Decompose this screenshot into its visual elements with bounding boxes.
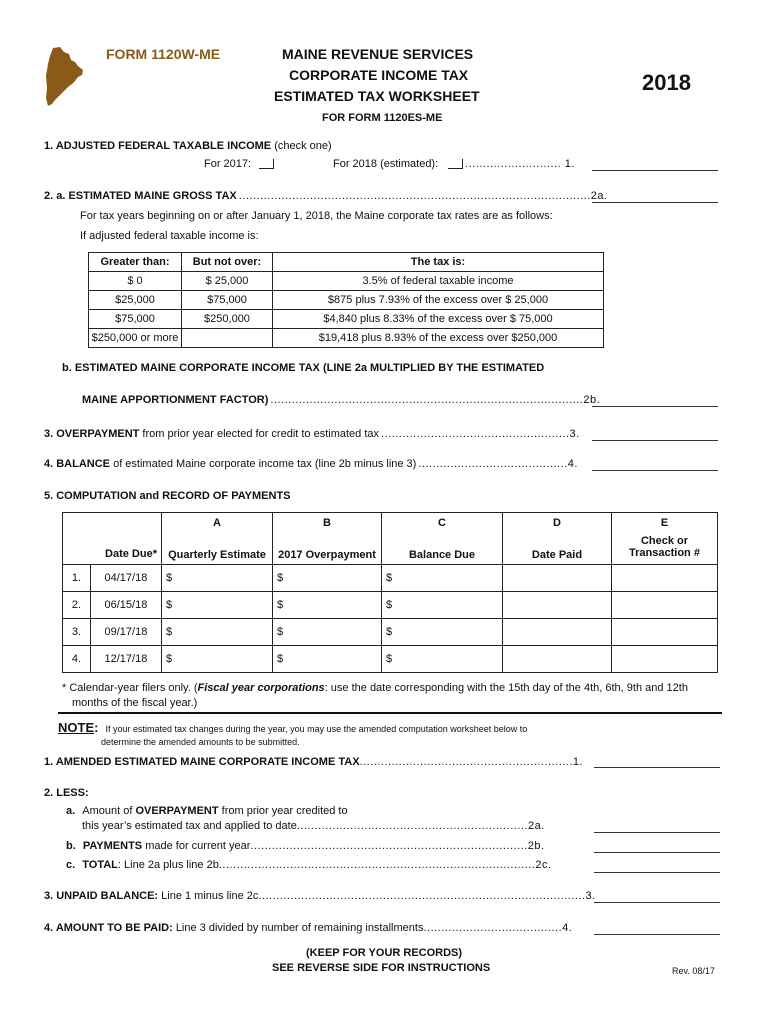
footnote-emph: Fiscal year corporations [197, 682, 325, 694]
line3-text: from prior year elected for credit to estimated tax [142, 428, 380, 440]
payments-header-row [63, 513, 718, 565]
overpayment-field[interactable] [273, 592, 382, 619]
rate-cell [182, 329, 273, 348]
payment-row-num: 4. [63, 646, 91, 673]
rate-cell: 3.5% of federal taxable income [273, 272, 604, 291]
amended-line4-field[interactable] [594, 934, 720, 935]
footer-see-reverse: SEE REVERSE SIDE FOR INSTRUCTIONS [272, 962, 491, 974]
for-2018-option[interactable] [333, 158, 575, 170]
balance-due-field[interactable] [382, 592, 503, 619]
amended-2a-text2: from prior year credited to [221, 805, 348, 817]
rate-cell: $4,840 plus 8.33% of the excess over $ 75,000 [273, 310, 604, 329]
rate-header-notover: But not over: [182, 253, 273, 272]
col-d-header [503, 513, 612, 565]
col-d-label: Date Paid [531, 549, 583, 561]
amended-2b-bold: PAYMENTS [82, 840, 143, 852]
overpayment-field[interactable] [273, 619, 382, 646]
dollar-sign: $ [166, 653, 173, 665]
line4-leader: ..........................................4. [418, 458, 578, 470]
date-paid-field[interactable] [503, 646, 612, 673]
footnote-line2: months of the fiscal year.) [72, 697, 198, 709]
payment-date-due: 09/17/18 [90, 619, 161, 646]
amended-3-leader: ............................................................................................3. [258, 890, 596, 902]
amended-2a-line2: this year’s estimated tax and applied to date [82, 820, 297, 832]
tax-rate-table [88, 252, 604, 348]
line2a-if-text: If adjusted federal taxable income is: [80, 230, 259, 242]
col-b-label: 2017 Overpayment [278, 549, 376, 561]
payment-row-num: 1. [63, 565, 91, 592]
rate-cell: $250,000 [182, 310, 273, 329]
rate-header-greater: Greater than: [89, 253, 182, 272]
line1-label [44, 140, 332, 152]
payment-row [63, 646, 718, 673]
rate-row [89, 310, 604, 329]
amended-line2-label: 2. LESS: [44, 787, 89, 799]
line3-row [44, 428, 580, 440]
line2a-label: 2. a. ESTIMATED MAINE GROSS TAX [44, 190, 237, 202]
section-divider [58, 712, 722, 714]
payment-row [63, 565, 718, 592]
line3-label: 3. OVERPAYMENT [44, 428, 140, 440]
payment-row [63, 592, 718, 619]
check-number-field[interactable] [612, 619, 718, 646]
line5-label: 5. COMPUTATION and RECORD OF PAYMENTS [44, 490, 291, 502]
line2b-amount-field[interactable] [592, 406, 718, 407]
date-due-header [63, 513, 162, 565]
line1-note: (check one) [274, 140, 332, 152]
dollar-sign: $ [386, 572, 393, 584]
note-label: NOTE [58, 720, 95, 735]
line2a-leader: ...................................................................................................2a. [238, 190, 608, 202]
footer-revision: Rev. 08/17 [672, 966, 715, 976]
rate-cell: $875 plus 7.93% of the excess over $ 25,000 [273, 291, 604, 310]
form-subtitle: FOR FORM 1120ES-ME [322, 112, 443, 124]
note-text1: If your estimated tax changes during the year, you may use the amended computation worksheet below to [105, 724, 528, 734]
rate-cell: $75,000 [182, 291, 273, 310]
note-text2: determine the amended amounts to be submitted. [101, 737, 300, 747]
amended-2c-leader: .........................................................................................2c. [218, 859, 552, 871]
quarterly-estimate-field[interactable] [162, 646, 273, 673]
rate-header-tax: The tax is: [273, 253, 604, 272]
title-line1: CORPORATE INCOME TAX [289, 67, 469, 83]
col-e-label1: Check or [640, 535, 689, 547]
check-number-field[interactable] [612, 565, 718, 592]
dollar-sign: $ [386, 626, 393, 638]
col-b-header [273, 513, 382, 565]
line1-label-text: 1. ADJUSTED FEDERAL TAXABLE INCOME [44, 140, 272, 152]
amended-2a-text1: Amount of [82, 805, 133, 817]
date-paid-field[interactable] [503, 592, 612, 619]
date-paid-field[interactable] [503, 619, 612, 646]
footnote-prefix: * Calendar-year filers only. ( [62, 682, 198, 694]
rate-row [89, 291, 604, 310]
footnote-line1 [62, 682, 688, 694]
check-number-field[interactable] [612, 592, 718, 619]
amended-2b-prefix: b. [66, 840, 76, 852]
maine-state-logo [44, 46, 86, 108]
col-a-letter: A [213, 517, 221, 529]
quarterly-estimate-field[interactable] [162, 592, 273, 619]
footer-keep: (KEEP FOR YOUR RECORDS) [306, 947, 463, 959]
payment-date-due: 12/17/18 [90, 646, 161, 673]
amended-line2a [66, 805, 348, 817]
dollar-sign: $ [166, 572, 173, 584]
line1-leader: ........................... 1. [465, 158, 575, 170]
line3-leader: .....................................................3. [381, 428, 580, 440]
dollar-sign: $ [277, 653, 284, 665]
amended-line1 [44, 756, 583, 768]
footnote-rest: : use the date corresponding with the 15th day of the 4th, 6th, 9th and 12th [324, 682, 688, 694]
dollar-sign: $ [277, 572, 284, 584]
balance-due-field[interactable] [382, 646, 503, 673]
col-e-label2: Transaction # [629, 547, 700, 559]
quarterly-estimate-field[interactable] [162, 619, 273, 646]
dollar-sign: $ [277, 599, 284, 611]
amended-line2b [66, 840, 545, 852]
amended-2b-leader: ..............................................................................2b. [250, 840, 545, 852]
title-line2: ESTIMATED TAX WORKSHEET [274, 88, 480, 104]
for-2018-label: For 2018 (estimated): [333, 158, 439, 170]
line4-row [44, 458, 578, 470]
date-due-label: Date Due* [105, 548, 157, 560]
amended-line2c [66, 859, 552, 871]
amended-line4 [44, 922, 572, 934]
col-e-letter: E [660, 517, 669, 529]
rate-cell: $75,000 [89, 310, 182, 329]
balance-due-field[interactable] [382, 619, 503, 646]
check-number-field[interactable] [612, 646, 718, 673]
rate-cell: $ 25,000 [182, 272, 273, 291]
dollar-sign: $ [386, 653, 393, 665]
amended-line2c-field[interactable] [594, 872, 720, 873]
amended-line1-leader: ............................................................1. [359, 756, 584, 768]
amended-3-bold: 3. UNPAID BALANCE: [44, 890, 159, 902]
form-id: FORM 1120W-ME [106, 46, 221, 62]
amended-4-bold: 4. AMOUNT TO BE PAID: [44, 922, 173, 934]
amended-line2b-field[interactable] [594, 852, 720, 853]
amended-2c-prefix: c. [66, 859, 76, 871]
col-c-letter: C [438, 517, 446, 529]
payment-date-due: 04/17/18 [90, 565, 161, 592]
amended-line1-field[interactable] [594, 767, 720, 768]
dollar-sign: $ [386, 599, 393, 611]
quarterly-estimate-field[interactable] [162, 565, 273, 592]
overpayment-field[interactable] [273, 646, 382, 673]
col-e-header [612, 513, 718, 565]
col-a-label: Quarterly Estimate [168, 549, 266, 561]
line2a-rates-text: For tax years beginning on or after January 1, 2018, the Maine corporate tax rates are as follows: [80, 210, 553, 222]
rate-row [89, 272, 604, 291]
amended-2a-bold: OVERPAYMENT [135, 805, 219, 817]
note-block: NOTE: If your estimated tax changes during the year, you may use the amended computation worksheet below to [58, 720, 528, 735]
agency-name: MAINE REVENUE SERVICES [282, 46, 474, 62]
rate-cell: $ 0 [89, 272, 182, 291]
overpayment-field[interactable] [273, 565, 382, 592]
line2b-label2: MAINE APPORTIONMENT FACTOR) [82, 394, 269, 406]
for-2017-label: For 2017: [204, 158, 252, 170]
dollar-sign: $ [166, 599, 173, 611]
payment-row-num: 2. [63, 592, 91, 619]
dollar-sign: $ [166, 626, 173, 638]
amended-2b-text: made for current year [145, 840, 251, 852]
balance-due-field[interactable] [382, 565, 503, 592]
payment-date-due: 06/15/18 [90, 592, 161, 619]
amended-4-text: Line 3 divided by number of remaining installments [175, 922, 424, 934]
amended-3-text: Line 1 minus line 2c [161, 890, 259, 902]
line2b-label1: b. ESTIMATED MAINE CORPORATE INCOME TAX (LINE 2a MULTIPLIED BY THE ESTIMATED [62, 362, 545, 374]
payment-row-num: 3. [63, 619, 91, 646]
tax-year: 2018 [642, 70, 691, 95]
payments-table [62, 512, 718, 673]
line2b-leader: ........................................................................................2b. [270, 394, 601, 406]
col-d-letter: D [553, 517, 561, 529]
for-2017-checkbox[interactable] [259, 159, 274, 169]
amended-line3-field[interactable] [594, 902, 720, 903]
line4-label: 4. BALANCE [44, 458, 111, 470]
rate-cell: $25,000 [89, 291, 182, 310]
amended-line3 [44, 890, 596, 902]
rate-cell: $250,000 or more [89, 329, 182, 348]
amended-line2a-field[interactable] [594, 832, 720, 833]
line4-text: of estimated Maine corporate income tax (line 2b minus line 3) [113, 458, 417, 470]
for-2018-checkbox[interactable] [448, 159, 463, 169]
line4-amount-field[interactable] [592, 470, 718, 471]
col-c-header [382, 513, 503, 565]
line1-amount-field[interactable] [592, 170, 718, 171]
amended-2a-leader: .................................................................2a. [296, 820, 545, 832]
dollar-sign: $ [277, 626, 284, 638]
amended-2c-bold: TOTAL [82, 859, 118, 871]
rate-row [89, 329, 604, 348]
amended-line1-label: 1. AMENDED ESTIMATED MAINE CORPORATE INCOME TAX [44, 756, 360, 768]
col-a-header [162, 513, 273, 565]
payment-row [63, 619, 718, 646]
line2a-amount-field[interactable] [592, 202, 718, 203]
amended-line2a-cont [82, 820, 545, 832]
rate-cell: $19,418 plus 8.93% of the excess over $250,000 [273, 329, 604, 348]
rate-table-header [89, 253, 604, 272]
line2a-row [44, 190, 608, 202]
date-paid-field[interactable] [503, 565, 612, 592]
amended-2a-prefix: a. [66, 805, 76, 817]
amended-2c-text: : Line 2a plus line 2b [117, 859, 219, 871]
for-2017-option[interactable] [204, 158, 274, 170]
col-b-letter: B [323, 517, 331, 529]
line2b-row [82, 394, 600, 406]
line3-amount-field[interactable] [592, 440, 718, 441]
amended-4-leader: .......................................4. [423, 922, 573, 934]
col-c-label: Balance Due [408, 549, 476, 561]
